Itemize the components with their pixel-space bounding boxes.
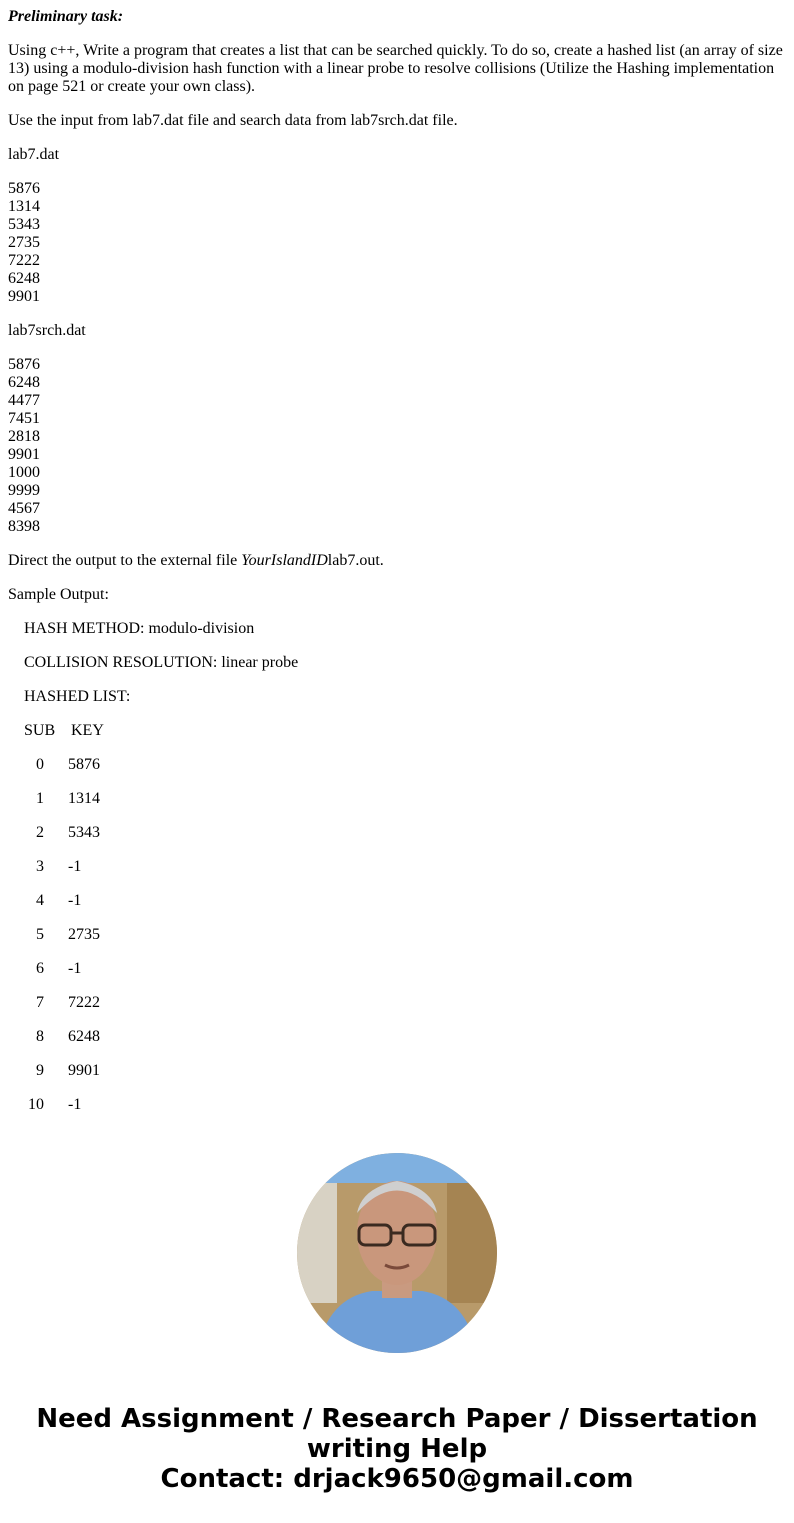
row-key: 5876 xyxy=(68,756,100,773)
table-row xyxy=(24,892,786,910)
contact-footer xyxy=(0,1404,794,1494)
table-row xyxy=(24,960,786,978)
row-sub: 7 xyxy=(36,994,44,1011)
list-value: 4567 xyxy=(8,500,40,517)
list-value: 1000 xyxy=(8,464,40,481)
row-key: -1 xyxy=(68,960,82,977)
list-value: 9999 xyxy=(8,482,40,499)
table-row xyxy=(24,858,786,876)
list-value: 2818 xyxy=(8,428,40,445)
heading xyxy=(8,8,786,26)
list-value: 7451 xyxy=(8,410,40,427)
col-key: KEY xyxy=(71,722,104,739)
table-row xyxy=(24,790,786,808)
table-row xyxy=(24,1062,786,1080)
list-value: 7222 xyxy=(8,252,40,269)
input-file-name: lab7.dat xyxy=(8,146,60,163)
intro-paragraph: Using c++, Write a program that creates a list that can be searched quickly. To do so, create a hashed list (an array of size 13) using a modulo-division hash function with a linear probe to resolve collisions (Utilize the Hashing implementation on page 521 or create your own class). xyxy=(8,42,783,95)
row-key: -1 xyxy=(68,892,82,909)
sample-label: Sample Output: xyxy=(8,586,109,603)
row-key: 7222 xyxy=(68,994,100,1011)
row-key: -1 xyxy=(68,858,82,875)
list-value: 6248 xyxy=(8,374,40,391)
collision-resolution: COLLISION RESOLUTION: linear probe xyxy=(24,654,299,671)
row-key: 6248 xyxy=(68,1028,100,1045)
table-row xyxy=(24,824,786,842)
search-file-values xyxy=(8,356,786,536)
list-value: 4477 xyxy=(8,392,40,409)
list-value: 9901 xyxy=(8,446,40,463)
output-note-suffix: lab7.out. xyxy=(327,552,384,569)
table-row xyxy=(24,1028,786,1046)
row-sub: 8 xyxy=(36,1028,44,1045)
list-value: 5343 xyxy=(8,216,40,233)
input-note: Use the input from lab7.dat file and search data from lab7srch.dat file. xyxy=(8,112,458,129)
list-value: 6248 xyxy=(8,270,40,287)
row-sub: 2 xyxy=(36,824,44,841)
input-file-values xyxy=(8,180,786,306)
list-value: 9901 xyxy=(8,288,40,305)
row-key: 1314 xyxy=(68,790,100,807)
output-note-prefix: Direct the output to the external file xyxy=(8,552,242,569)
list-value: 5876 xyxy=(8,356,40,373)
output-note-italic: YourIslandID xyxy=(241,552,328,569)
hash-method: HASH METHOD: modulo-division xyxy=(24,620,255,637)
author-photo xyxy=(297,1153,497,1353)
table-row xyxy=(24,1096,786,1114)
row-sub: 6 xyxy=(36,960,44,977)
heading-text: Preliminary task: xyxy=(8,8,124,25)
hashed-list-title: HASHED LIST: xyxy=(24,688,131,705)
row-sub: 3 xyxy=(36,858,44,875)
table-row xyxy=(24,756,786,774)
list-value: 8398 xyxy=(8,518,40,535)
row-key: -1 xyxy=(68,1096,82,1113)
search-file-name: lab7srch.dat xyxy=(8,322,86,339)
footer-line-3: Contact: drjack9650@gmail.com xyxy=(160,1464,634,1494)
row-key: 2735 xyxy=(68,926,100,943)
list-value: 1314 xyxy=(8,198,40,215)
col-sub: SUB xyxy=(24,722,56,739)
hashed-table xyxy=(8,756,786,1114)
row-sub: 0 xyxy=(36,756,44,773)
output-note xyxy=(8,552,786,570)
row-sub: 10 xyxy=(28,1096,44,1113)
row-sub: 5 xyxy=(36,926,44,943)
table-header xyxy=(24,722,786,740)
row-key: 5343 xyxy=(68,824,100,841)
footer-line-2: writing Help xyxy=(306,1434,488,1464)
list-value: 5876 xyxy=(8,180,40,197)
row-sub: 1 xyxy=(36,790,44,807)
table-row xyxy=(24,926,786,944)
table-row xyxy=(24,994,786,1012)
row-sub: 9 xyxy=(36,1062,44,1079)
footer-line-1: Need Assignment / Research Paper / Dissertation xyxy=(36,1404,758,1434)
row-sub: 4 xyxy=(36,892,44,909)
row-key: 9901 xyxy=(68,1062,100,1079)
list-value: 2735 xyxy=(8,234,40,251)
